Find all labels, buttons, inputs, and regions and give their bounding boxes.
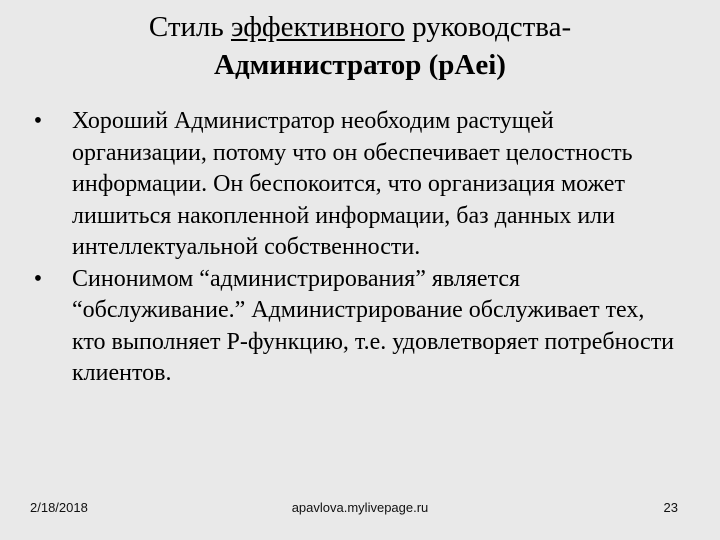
bullet-item xyxy=(28,106,678,264)
page-number: 23 xyxy=(663,500,678,515)
bullet-item xyxy=(28,264,678,390)
bullet-marker: • xyxy=(33,108,43,134)
bullet-text: Синонимом “администрирования” является “обслуживание.” Администрирование обслуживает тех, кто выполняет P-функцию, т.е. удовлетворяет потребности клиентов. xyxy=(72,265,675,386)
bullet-list xyxy=(28,106,678,390)
footer-site: apavlova.mylivepage.ru xyxy=(291,500,429,515)
bullet-text: Хороший Администратор необходим растущей организации, потому что он обеспечивает целостность информации. Он беспокоится, что организация может лишиться накопленной информации, баз данных или интеллектуальной собственности. xyxy=(72,108,633,260)
footer-date: 2/18/2018 xyxy=(30,500,88,515)
slide-title xyxy=(60,8,660,84)
title-text-after: руководства- xyxy=(404,11,572,43)
title-text-before: Стиль xyxy=(148,11,231,43)
title-line-1 xyxy=(60,8,660,46)
title-line-2: Администратор (pAei) xyxy=(214,49,506,81)
title-underlined-word: эффективного xyxy=(230,11,405,43)
bullet-marker: • xyxy=(33,265,43,292)
